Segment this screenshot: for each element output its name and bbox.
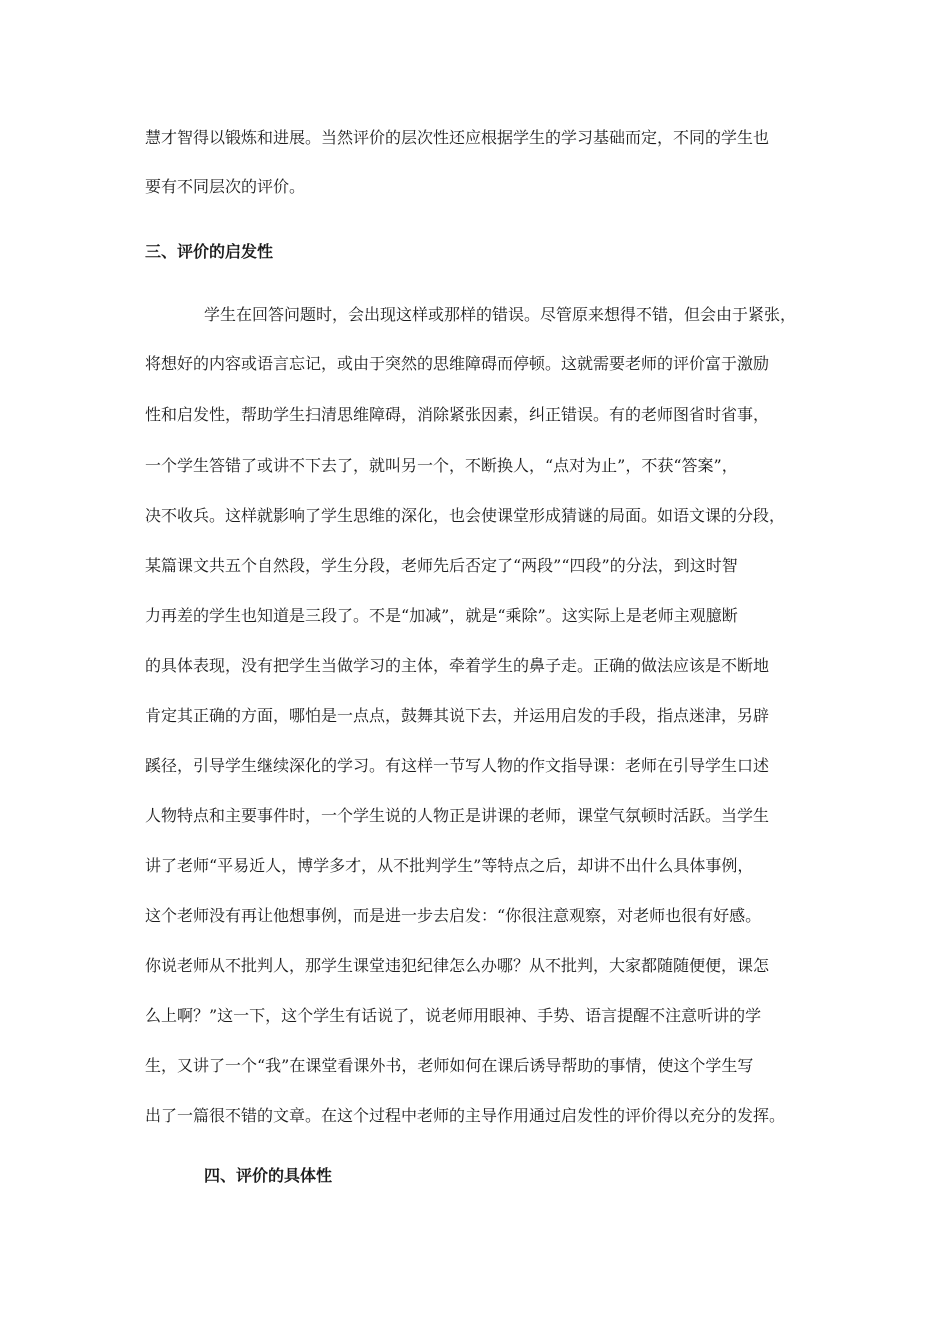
section-3-line-13: 这个老师没有再让他想事例，而是进一步去启发：“你很注意观察，对老师也很有好感。 (145, 906, 762, 925)
intro-line-1: 慧才智得以锻炼和进展。当然评价的层次性还应根据学生的学习基础而定，不同的学生也 (145, 128, 770, 147)
section-3-line-8: 的具体表现，没有把学生当做学习的主体，牵着学生的鼻子走。正确的做法应该是不断地 (145, 656, 770, 675)
section-3-line-4: 一个学生答错了或讲不下去了，就叫另一个，不断换人，“点对为止”，不获“答案”， (145, 456, 738, 475)
section-3-line-16: 生，又讲了一个“我”在课堂看课外书，老师如何在课后诱导帮助的事情，使这个学生写 (145, 1056, 754, 1075)
section-3-line-7: 力再差的学生也知道是三段了。不是“加减”，就是“乘除”。这实际上是老师主观臆断 (145, 606, 738, 625)
section-3-line-15: 么上啊？”这一下，这个学生有话说了，说老师用眼神、手势、语言提醒不注意听讲的学 (145, 1006, 762, 1025)
section-4-heading: 四、评价的具体性 (204, 1166, 333, 1185)
section-3-line-12: 讲了老师“平易近人，博学多才，从不批判学生”等特点之后，却讲不出什么具体事例， (145, 856, 754, 875)
section-3-line-9: 肯定其正确的方面，哪怕是一点点，鼓舞其说下去，并运用启发的手段，指点迷津，另辟 (145, 706, 770, 725)
section-3-line-3: 性和启发性，帮助学生扫清思维障碍，消除紧张因素，纠正错误。有的老师图省时省事， (145, 405, 770, 424)
section-3-line-10: 蹊径，引导学生继续深化的学习。有这样一节写人物的作文指导课：老师在引导学生口述 (145, 756, 770, 775)
section-3-line-17: 出了一篇很不错的文章。在这个过程中老师的主导作用通过启发性的评价得以充分的发挥。 (145, 1106, 786, 1125)
intro-line-2: 要有不同层次的评价。 (145, 177, 306, 196)
section-3-line-5: 决不收兵。这样就影响了学生思维的深化，也会使课堂形成猜谜的局面。如语文课的分段， (145, 506, 786, 525)
section-3-heading: 三、评价的启发性 (145, 242, 274, 261)
section-3-line-14: 你说老师从不批判人，那学生课堂违犯纪律怎么办哪？从不批判，大家都随随便便，课怎 (145, 956, 770, 975)
section-3-line-11: 人物特点和主要事件时，一个学生说的人物正是讲课的老师，课堂气氛顿时活跃。当学生 (145, 806, 770, 825)
section-3-line-1: 学生在回答问题时，会出现这样或那样的错误。尽管原来想得不错，但会由于紧张， (204, 305, 797, 324)
section-3-line-2: 将想好的内容或语言忘记，或由于突然的思维障碍而停顿。这就需要老师的评价富于激励 (145, 354, 770, 373)
section-3-line-6: 某篇课文共五个自然段，学生分段，老师先后否定了“两段”“四段”的分法，到这时智 (145, 556, 738, 575)
